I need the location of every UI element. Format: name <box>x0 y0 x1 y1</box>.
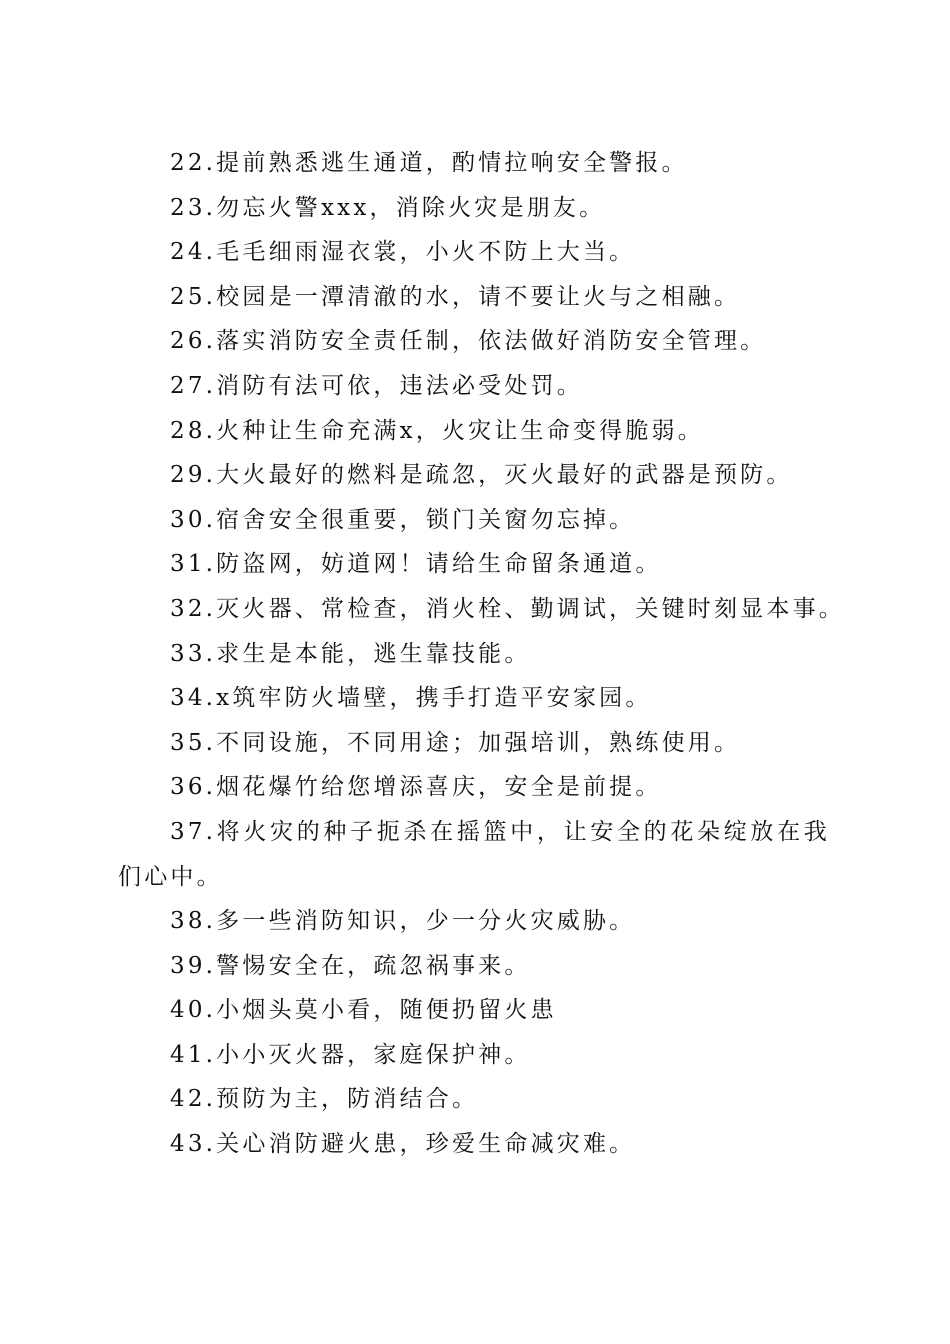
slogan-line-28: 28.火种让生命充满x，火灾让生命变得脆弱。 <box>170 417 704 444</box>
slogan-line-41: 41.小小灭火器，家庭保护神。 <box>170 1041 531 1068</box>
slogan-line-32: 32.灭火器、常检查，消火栓、勤调试，关键时刻显本事。 <box>170 595 845 622</box>
slogan-line-40: 40.小烟头莫小看，随便扔留火患 <box>170 997 557 1024</box>
slogan-line-25: 25.校园是一潭清澈的水，请不要让火与之相融。 <box>170 283 741 310</box>
slogan-line-24: 24.毛毛细雨湿衣裳，小火不防上大当。 <box>170 239 636 266</box>
slogan-line-38: 38.多一些消防知识，少一分火灾威胁。 <box>170 908 636 935</box>
slogan-line-36: 36.烟花爆竹给您增添喜庆，安全是前提。 <box>170 774 662 801</box>
slogan-line-22: 22.提前熟悉逃生通道，酌情拉响安全警报。 <box>170 150 688 176</box>
slogan-line-43: 43.关心消防避火患，珍爱生命减灾难。 <box>170 1131 636 1158</box>
slogan-line-30: 30.宿舍安全很重要，锁门关窗勿忘掉。 <box>170 506 636 533</box>
slogan-line-26: 26.落实消防安全责任制，依法做好消防安全管理。 <box>170 328 767 355</box>
slogan-line-27: 27.消防有法可依，违法必受处罚。 <box>170 372 583 399</box>
slogan-line-31: 31.防盗网，妨道网！请给生命留条通道。 <box>170 551 662 578</box>
slogan-line-42: 42.预防为主，防消结合。 <box>170 1086 479 1113</box>
slogan-line-39: 39.警惕安全在，疏忽祸事来。 <box>170 952 531 979</box>
slogan-line-35: 35.不同设施，不同用途；加强培训，熟练使用。 <box>170 729 741 756</box>
slogan-line-34: 34.x筑牢防火墙壁，携手打造平安家园。 <box>170 685 652 712</box>
slogan-line-29: 29.大火最好的燃料是疏忽，灭火最好的武器是预防。 <box>170 462 793 489</box>
slogan-line-37: 37.将火灾的种子扼杀在摇篮中，让安全的花朵绽放在我们心中。 <box>118 818 830 890</box>
slogan-line-23: 23.勿忘火警xxx，消除火灾是朋友。 <box>170 194 606 221</box>
slogan-line-33: 33.求生是本能，逃生靠技能。 <box>170 640 531 667</box>
slogan-list <box>118 141 845 1167</box>
